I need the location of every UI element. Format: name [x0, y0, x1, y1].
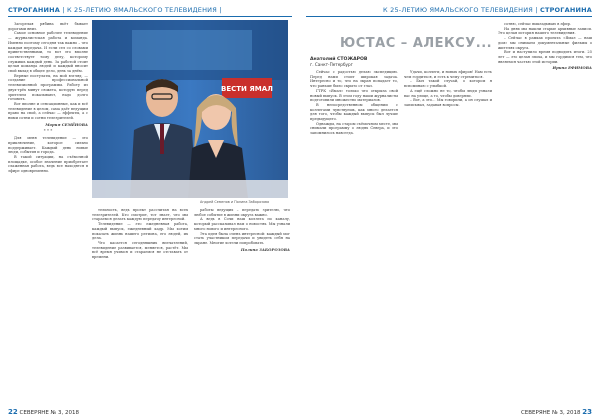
- paragraph: – Вот, а это... Мы говорили, а он слушал и записывал, задавая вопросы.: [404, 98, 492, 107]
- paragraph: Телевидение — это ежедневная работа, каждый выпуск, ежедневный кадр. Мы хотим показать жизнь нашего региона, его людей, их дела.: [92, 222, 188, 241]
- left-footer: [8, 408, 79, 416]
- paragraph: Загорелая рябина вьёт бывает дорогами вниз.: [8, 22, 88, 31]
- paragraph: На днях мы нашли старые архивные записи. Это целая история нашего телевидения.: [498, 26, 592, 36]
- paragraph: сотню, сейчас выкладываю в эфир.: [504, 22, 572, 26]
- paragraph: Сейчас с радостью делаю экспедицию. Перед нами стоит широкая задача. Интересно и то, что на экран попадает то, что раньше было скрыто от глаз.: [310, 70, 398, 89]
- left-magazine-issue: СЕВЕРЯНЕ № 3, 2018: [19, 410, 80, 416]
- author-name: Анатолий СТОЖАРОВ: [310, 57, 368, 62]
- paragraph: Что касается сегодняшних впечатлений, телевидение развивается, меняется, растёт. Мы всё время учимся и стараемся не отставать от времени.: [92, 240, 188, 260]
- paragraph: Вот и наступило время подводить итоги. 25 лет — это целая эпоха, и мы гордимся тем, что являемся частью этой истории.: [498, 50, 592, 64]
- right-footer: [521, 408, 592, 416]
- text-column-2: [92, 208, 188, 406]
- right-magazine-issue: СЕВЕРЯНЕ № 3, 2018: [520, 410, 581, 416]
- author-signature: Полина ЗАБОРОЗОВА: [240, 246, 290, 252]
- paragraph: В такой ситуации, на съёмочной площадке, особое значение приобретает слаженная работа, ведь все находятся в эфире одновременно.: [8, 154, 88, 174]
- left-header-title: | К 25-ЛЕТИЮ ЯМАЛЬСКОГО ТЕЛЕВИДЕНИЯ |: [62, 6, 222, 14]
- right-running-header: [383, 6, 592, 14]
- paragraph: Самое основное рабочее телевидение — журналистская работа и команда. Именно поэтому сегодня так важно – что каждая передача. И если сел со словами приветственными, то вот это вполне соответствует тому делу, которому служишь каждый день. За работой стоит целая команда людей и каждый вносит свой вклад в общее дело, день за днём.: [8, 31, 88, 74]
- article-photo: [92, 20, 288, 198]
- left-header-rule: [8, 16, 292, 17]
- photo-caption: Андрей Семенов и Полина Заборозова: [200, 200, 270, 204]
- author-location: г. Санкт-Петербург: [310, 62, 353, 67]
- paragraph: – Был такой случай, о котором я вспоминаю с улыбкой.: [404, 79, 492, 89]
- text-column-4: [310, 70, 398, 406]
- studio-photo-illustration: [92, 20, 288, 198]
- paragraph: тельность, ведь проект рассчитан на всех телезрителей. Кто смотрит, тот знает, что мы стараемся делать каждую передачу интересной.: [92, 208, 188, 222]
- right-header-title: К 25-ЛЕТИЮ ЯМАЛЬСКОГО ТЕЛЕВИДЕНИЯ |: [383, 6, 538, 14]
- text-column-1: [8, 22, 88, 406]
- paragraph: Эта идея была очень интересной: каждый мог стать участником передачи и увидеть себя на экране. Многие хотели попробовать.: [194, 231, 290, 245]
- left-section-label: СТРОГАНИНА: [8, 6, 61, 14]
- paragraph: В непосредственном общении с коллегами чувствуешь, как много делается для того, чтобы каждый выпуск был лучше предыдущего.: [310, 102, 398, 122]
- right-section-label: СТРОГАНИНА: [539, 6, 592, 14]
- paragraph: работы ведущих – передать зрителю, что любое событие в жизни округа важно.: [194, 208, 290, 217]
- vesti-yamal-logo: ВЕСТИ ЯМАЛ: [221, 85, 273, 93]
- paragraph: Вот вполне и сенсационные, как и всё телевидение в целом, сама даёт ведущим право на свой, а сейчас — эффекты, а с ними сотни и сотни телезрителей.: [8, 101, 88, 121]
- byline: [310, 56, 367, 67]
- article-title: ЮСТАС – АЛЕКСУ...: [340, 36, 493, 51]
- paragraph: А ещё сложно не то, чтобы люди узнали вас на улице, а то, чтобы доверяли.: [404, 88, 492, 98]
- paragraph: Для меня телевидение — это приключение, которое сильно поддерживает. Каждый день новые люди, события и города.: [8, 136, 88, 155]
- paragraph: Однажды, на старом съёмочном месте, мы снимали программу о людях Севера, и это запомнилось навсегда.: [310, 121, 398, 136]
- text-column-6: [498, 22, 592, 406]
- paragraph: Верные постулаты, на мой взгляд, — создание профессиональной телевизионной программы. Работу из двух-трёх минут сюжета, которую перед зрителем показывают, надо долго готовить.: [8, 73, 88, 102]
- author-signature: Ирина ЕФИМОВА: [552, 65, 592, 71]
- left-page-number: 22: [8, 408, 18, 416]
- paragraph: Удачи, коллеги, и новых эфиров! Нам есть чем гордиться, и есть к чему стремиться.: [404, 70, 492, 79]
- text-column-5: [404, 70, 492, 406]
- text-column-3: [194, 208, 290, 406]
- right-header-rule: [306, 16, 592, 17]
- author-signature: Мария СЕМЁНОВА: [45, 121, 88, 127]
- left-running-header: [8, 6, 222, 14]
- paragraph: – Сейчас в рамках проекта «Ямал — наш дом» мы снимаем документальные фильмы о жителях округа.: [498, 36, 592, 50]
- paragraph: ГТРК «Ямал» только что открыла свой новый выпуск. В этом году наши журналисты подготовили множество материалов.: [310, 88, 398, 103]
- section-separator: * * *: [43, 128, 53, 134]
- right-page-number: 23: [582, 408, 592, 416]
- paragraph: А ведь в Сочи наш коллега по каналу, который рассказывал нам о новостях. Мы узнали много нового и интересного.: [194, 217, 290, 231]
